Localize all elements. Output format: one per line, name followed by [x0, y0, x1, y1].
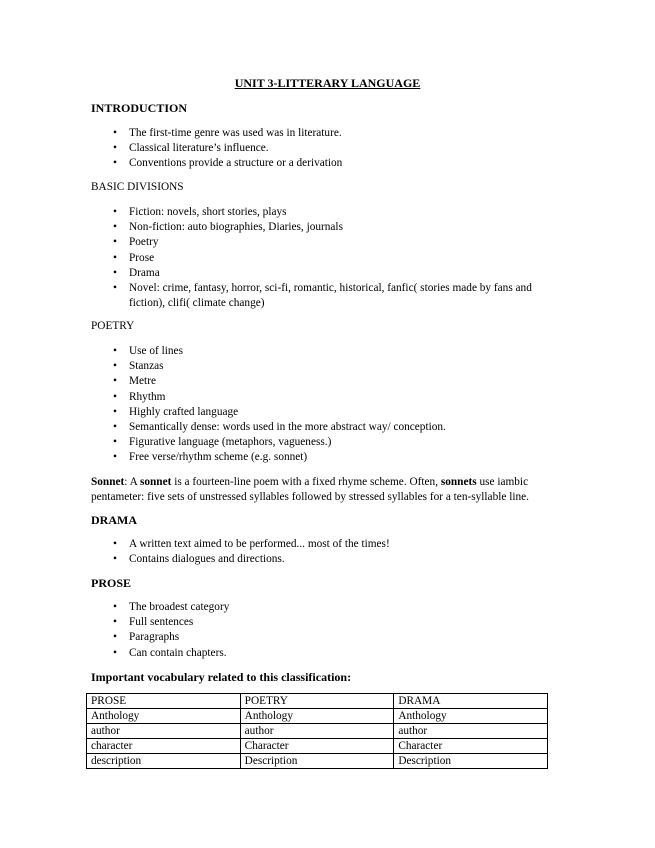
list-item	[0, 390, 549, 405]
list-item	[0, 141, 549, 156]
list-item	[0, 344, 549, 359]
table-cell: Character	[394, 739, 548, 754]
list-item	[0, 205, 549, 220]
sonnet-text: use iambic pentameter: five sets of unstressed syllables followed by stressed syllables for a ten-syllable line.	[91, 476, 529, 504]
bullet-icon: •	[113, 375, 117, 388]
list-item	[0, 156, 549, 171]
table-header-cell: DRAMA	[394, 694, 548, 709]
list-item-text: Highly crafted language	[129, 405, 239, 418]
sonnet-bold: sonnets	[440, 476, 477, 488]
vocabulary-heading: Important vocabulary related to this classification:	[91, 670, 352, 684]
table-cell: Anthology	[87, 709, 241, 724]
poetry-list	[0, 344, 549, 466]
table-row	[87, 754, 548, 769]
bullet-icon: •	[113, 631, 117, 644]
list-item-text: Novel: crime, fantasy, horror, sci-fi, romantic, historical, fanfic( stories made by fans and fiction), clifi( climate change)	[129, 282, 532, 310]
table-row	[87, 709, 548, 724]
bullet-icon: •	[113, 601, 117, 613]
list-item-text: Figurative language (metaphors, vagueness.)	[129, 436, 332, 449]
list-item	[0, 281, 549, 311]
list-item	[0, 126, 549, 141]
table-cell: author	[394, 724, 548, 739]
bullet-icon: •	[113, 405, 117, 418]
bullet-icon: •	[113, 646, 117, 659]
list-item	[0, 220, 549, 235]
list-item-text: The first-time genre was used was in literature.	[129, 127, 342, 139]
sonnet-term: Sonnet	[91, 476, 125, 488]
bullet-icon: •	[113, 390, 117, 403]
table-cell: Description	[394, 754, 548, 769]
list-item	[0, 435, 549, 450]
table-row	[87, 724, 548, 739]
basic-divisions-heading: BASIC DIVISIONS	[91, 181, 184, 193]
list-item	[0, 450, 549, 465]
bullet-icon: •	[113, 421, 117, 434]
introduction-heading: INTRODUCTION	[91, 101, 188, 115]
list-item-text: Drama	[129, 266, 160, 279]
table-row	[87, 739, 548, 754]
list-item-text: Stanzas	[129, 360, 164, 373]
list-item-text: Conventions provide a structure or a derivation	[129, 157, 343, 170]
list-item	[0, 615, 549, 630]
table-cell: author	[240, 724, 394, 739]
list-item-text: Use of lines	[129, 345, 183, 357]
list-item-text: Can contain chapters.	[129, 646, 227, 659]
drama-heading: DRAMA	[91, 513, 137, 527]
table-cell: Anthology	[240, 709, 394, 724]
list-item	[0, 374, 549, 389]
list-item	[0, 251, 549, 266]
list-item	[0, 537, 549, 552]
sonnet-bold: sonnet	[139, 476, 172, 488]
list-item-text: Semantically dense: words used in the more abstract way/ conception.	[129, 421, 446, 434]
prose-list	[0, 600, 549, 661]
sonnet-text: : A	[124, 476, 140, 488]
bullet-icon: •	[113, 127, 117, 139]
list-item-text: A written text aimed to be performed... most of the times!	[129, 538, 390, 550]
list-item	[0, 235, 549, 250]
bullet-icon: •	[113, 206, 117, 218]
bullet-icon: •	[113, 282, 117, 295]
list-item	[0, 420, 549, 435]
list-item-text: Contains dialogues and directions.	[129, 553, 285, 566]
list-item-text: Non-fiction: auto biographies, Diaries, journals	[129, 221, 343, 234]
bullet-icon: •	[113, 142, 117, 155]
list-item-text: Fiction: novels, short stories, plays	[129, 206, 287, 218]
bullet-icon: •	[113, 451, 117, 464]
bullet-icon: •	[113, 157, 117, 170]
prose-heading: PROSE	[91, 576, 132, 590]
bullet-icon: •	[113, 251, 117, 264]
bullet-icon: •	[113, 345, 117, 357]
table-header-cell: PROSE	[87, 694, 241, 709]
introduction-list	[0, 126, 549, 172]
list-item	[0, 405, 549, 420]
list-item-text: Prose	[129, 251, 155, 264]
basic-divisions-list	[0, 205, 549, 311]
list-item	[0, 630, 549, 645]
list-item	[0, 600, 549, 615]
list-item-text: The broadest category	[129, 601, 230, 613]
bullet-icon: •	[113, 221, 117, 234]
table-cell: Description	[240, 754, 394, 769]
list-item	[0, 646, 549, 661]
list-item-text: Paragraphs	[129, 631, 180, 644]
bullet-icon: •	[113, 266, 117, 279]
table-header-cell: POETRY	[240, 694, 394, 709]
list-item-text: Metre	[129, 375, 156, 388]
list-item-text: Free verse/rhythm scheme (e.g. sonnet)	[129, 451, 308, 464]
list-item-text: Full sentences	[129, 616, 194, 629]
bullet-icon: •	[113, 436, 117, 449]
table-cell: Anthology	[394, 709, 548, 724]
table-cell: author	[87, 724, 241, 739]
list-item-text: Poetry	[129, 236, 159, 249]
list-item	[0, 266, 549, 281]
list-item-text: Rhythm	[129, 390, 166, 403]
sonnet-text: is a fourteen-line poem with a fixed rhyme scheme. Often,	[171, 476, 441, 488]
bullet-icon: •	[113, 616, 117, 629]
table-cell: Character	[240, 739, 394, 754]
bullet-icon: •	[113, 236, 117, 249]
table-cell: description	[87, 754, 241, 769]
drama-list	[0, 537, 549, 567]
table-header-row	[87, 694, 548, 709]
list-item	[0, 552, 549, 567]
sonnet-paragraph	[91, 475, 561, 505]
table-cell: character	[87, 739, 241, 754]
bullet-icon: •	[113, 360, 117, 373]
list-item	[0, 359, 549, 374]
poetry-heading: POETRY	[91, 320, 135, 332]
bullet-icon: •	[113, 553, 117, 566]
page-title: UNIT 3-LITTERARY LANGUAGE	[234, 76, 421, 90]
bullet-icon: •	[113, 538, 117, 550]
vocabulary-table	[86, 693, 548, 769]
list-item-text: Classical literature’s influence.	[129, 142, 269, 155]
